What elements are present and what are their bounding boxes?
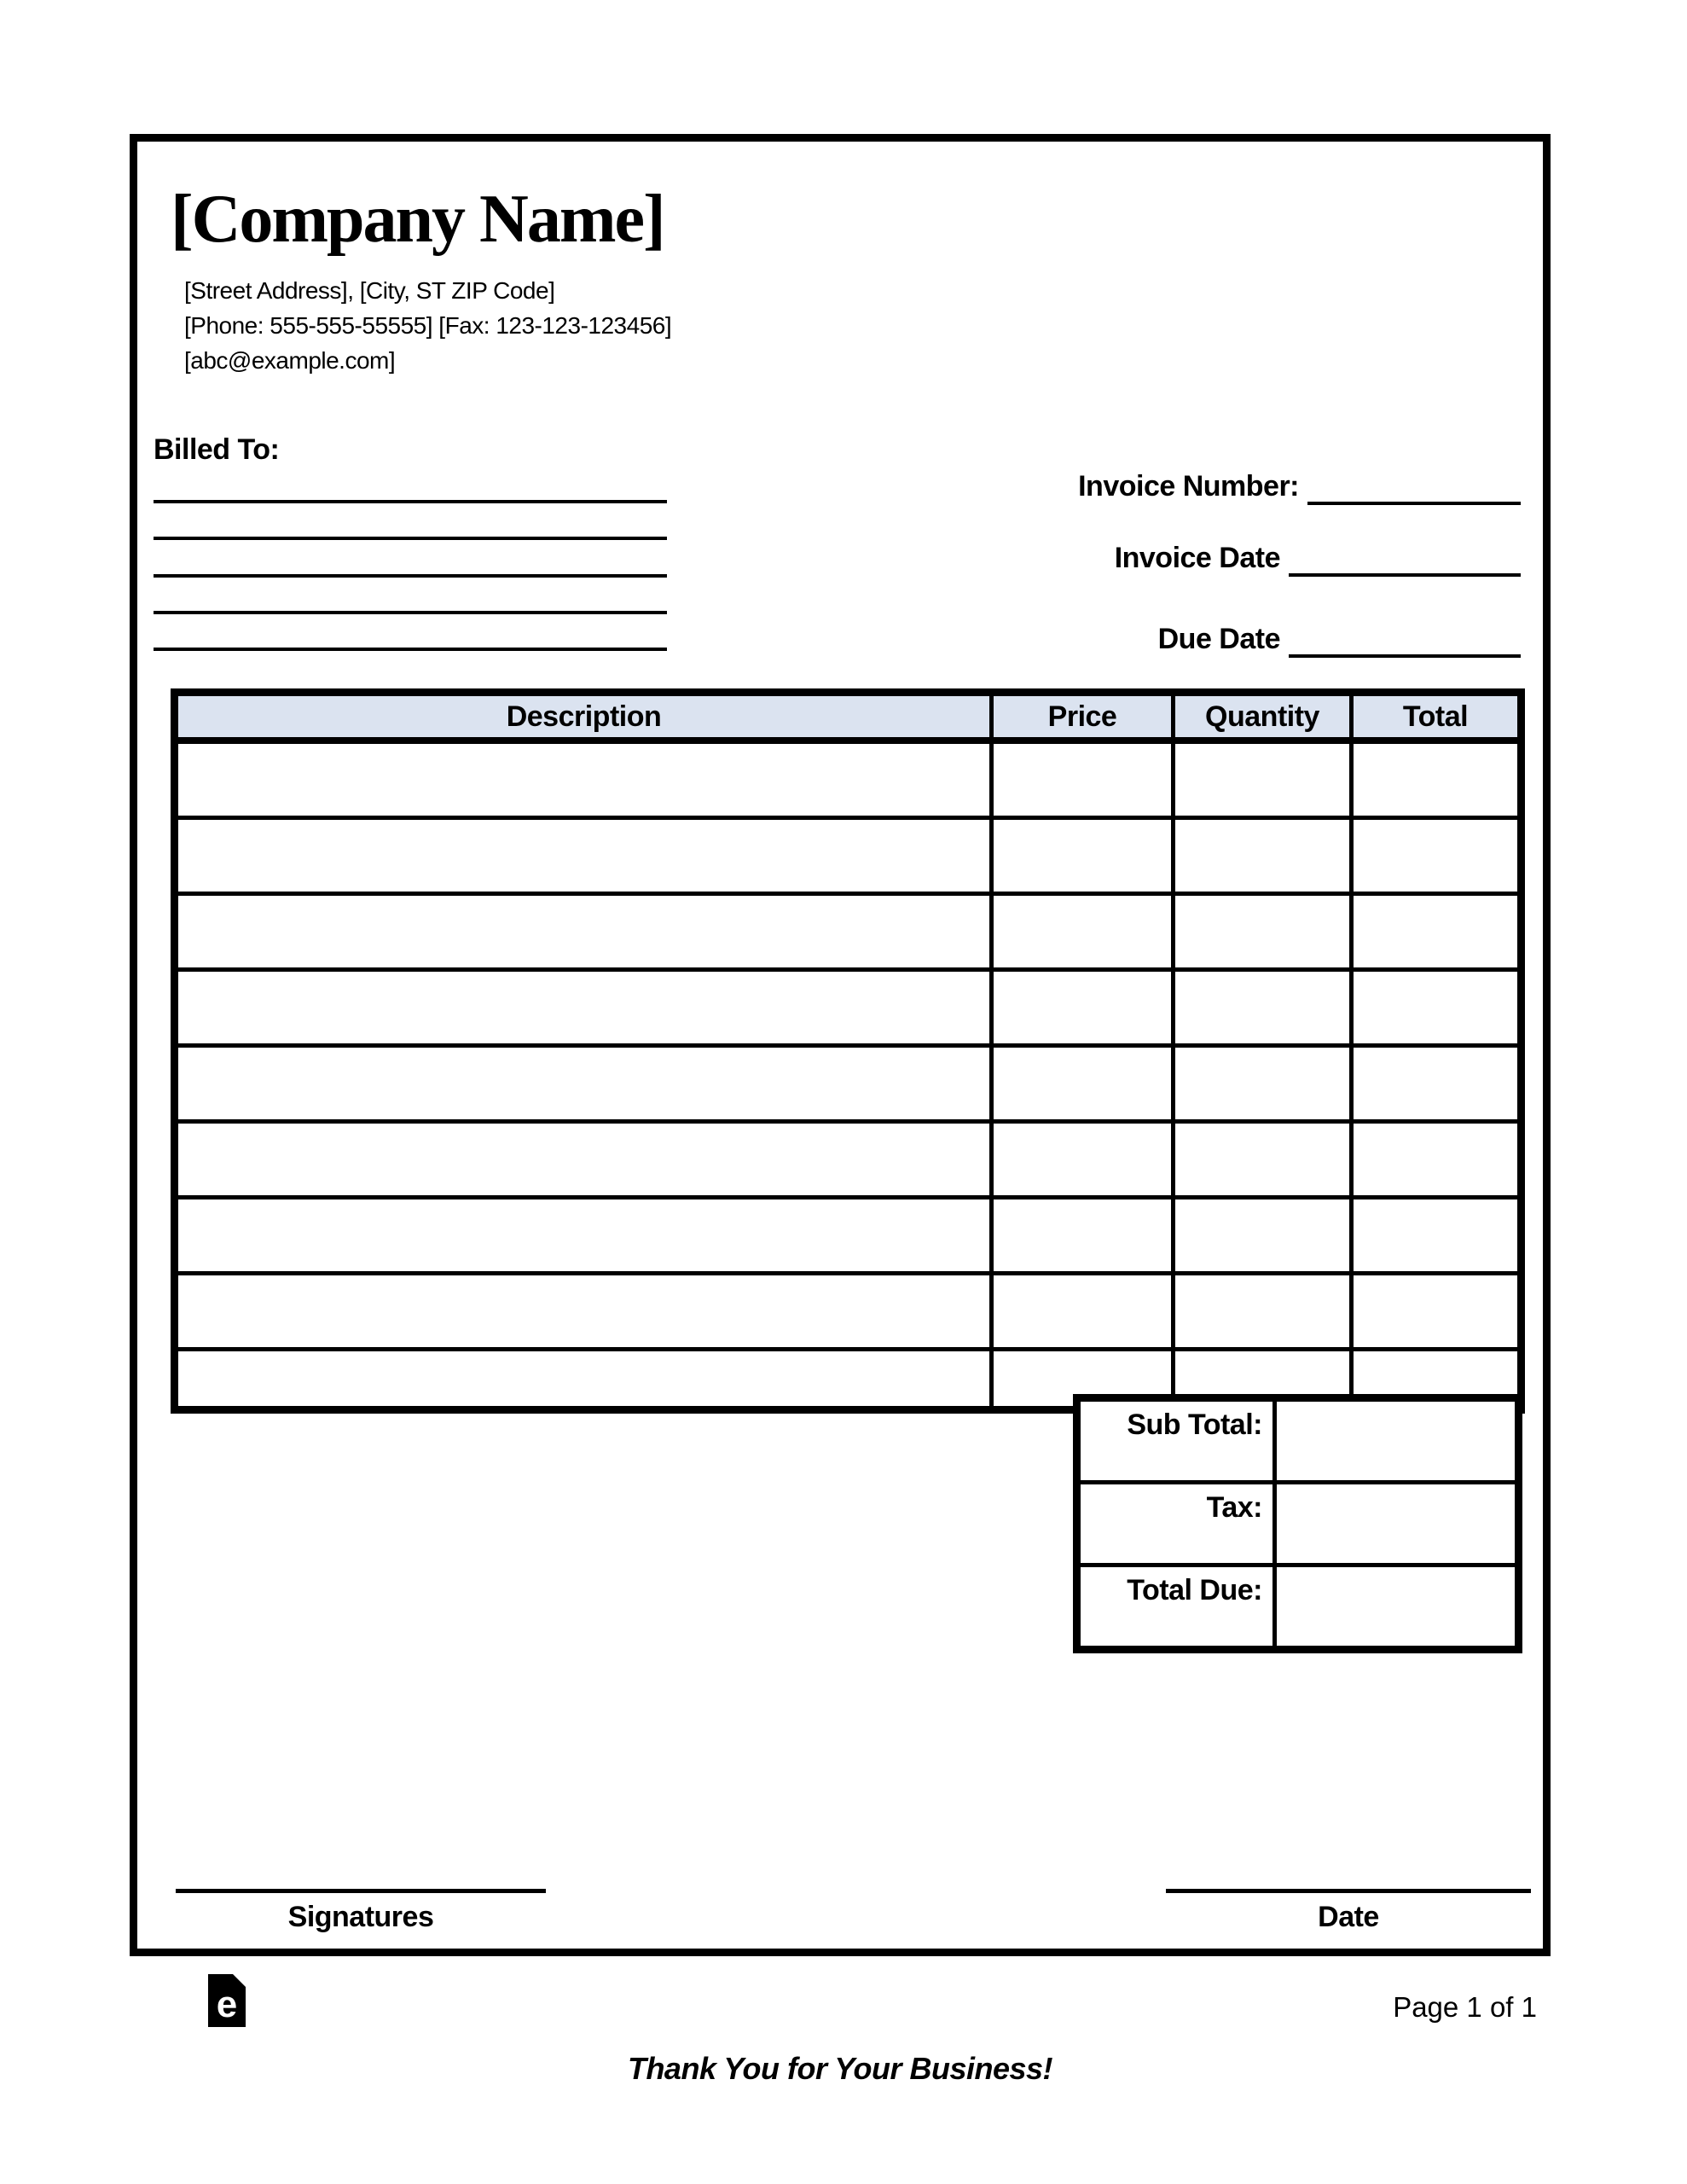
item-cell-price[interactable]: [992, 741, 1174, 818]
total-due-value-cell[interactable]: [1275, 1565, 1519, 1650]
item-cell-description[interactable]: [175, 741, 992, 818]
tax-label: Tax:: [1077, 1483, 1275, 1565]
due-date-line[interactable]: [1289, 619, 1521, 658]
billed-to-label: Billed To:: [154, 433, 280, 466]
invoice-number-row: [1078, 466, 1521, 505]
address-line-street: [Street Address], [City, ST ZIP Code]: [184, 277, 555, 304]
item-cell-total[interactable]: [1352, 1274, 1522, 1350]
total-due-row: [1077, 1565, 1519, 1650]
item-row: [175, 741, 1522, 818]
total-due-label: Total Due:: [1077, 1565, 1275, 1650]
item-cell-description[interactable]: [175, 894, 992, 970]
item-cell-quantity[interactable]: [1174, 1046, 1352, 1122]
page-indicator: Page 1 of 1: [1393, 1991, 1537, 2023]
column-header-total: Total: [1352, 693, 1522, 741]
item-cell-quantity[interactable]: [1174, 1198, 1352, 1274]
item-cell-quantity[interactable]: [1174, 818, 1352, 894]
billed-to-line-3[interactable]: [154, 574, 667, 578]
item-row: [175, 970, 1522, 1046]
logo-letter: e: [216, 1984, 238, 2025]
item-cell-price[interactable]: [992, 1122, 1174, 1198]
item-row: [175, 1046, 1522, 1122]
item-cell-price[interactable]: [992, 818, 1174, 894]
item-row: [175, 894, 1522, 970]
company-address: [184, 273, 952, 378]
signatures-line[interactable]: [176, 1889, 546, 1893]
item-cell-quantity[interactable]: [1174, 1274, 1352, 1350]
column-header-quantity: Quantity: [1174, 693, 1352, 741]
items-table-body: [175, 741, 1522, 1410]
item-cell-total[interactable]: [1352, 894, 1522, 970]
item-cell-description[interactable]: [175, 1274, 992, 1350]
items-table: [171, 688, 1525, 1414]
date-line[interactable]: [1166, 1889, 1531, 1893]
invoice-date-row: [1115, 537, 1521, 577]
billed-to-line-2[interactable]: [154, 537, 667, 540]
item-cell-quantity[interactable]: [1174, 894, 1352, 970]
item-cell-price[interactable]: [992, 970, 1174, 1046]
item-cell-description[interactable]: [175, 1046, 992, 1122]
item-cell-total[interactable]: [1352, 818, 1522, 894]
item-cell-quantity[interactable]: [1174, 1122, 1352, 1198]
item-cell-price[interactable]: [992, 894, 1174, 970]
item-row: [175, 818, 1522, 894]
invoice-number-line[interactable]: [1307, 466, 1521, 505]
billed-to-line-1[interactable]: [154, 500, 667, 503]
item-cell-total[interactable]: [1352, 1122, 1522, 1198]
item-cell-description[interactable]: [175, 1122, 992, 1198]
item-cell-price[interactable]: [992, 1274, 1174, 1350]
item-row: [175, 1198, 1522, 1274]
item-cell-total[interactable]: [1352, 970, 1522, 1046]
column-header-price: Price: [992, 693, 1174, 741]
invoice-number-label: Invoice Number:: [1078, 470, 1299, 502]
address-line-phone-fax: [Phone: 555-555-55555] [Fax: 123-123-123456]: [184, 312, 672, 339]
items-table-header-row: [175, 693, 1522, 741]
due-date-label: Due Date: [1157, 623, 1280, 655]
eforms-logo: [208, 1974, 246, 2027]
tax-value-cell[interactable]: [1275, 1483, 1519, 1565]
item-cell-quantity[interactable]: [1174, 741, 1352, 818]
item-cell-total[interactable]: [1352, 741, 1522, 818]
totals-table: [1073, 1394, 1522, 1653]
invoice-date-label: Invoice Date: [1114, 542, 1280, 574]
item-cell-price[interactable]: [992, 1046, 1174, 1122]
company-name: [Company Name]: [171, 182, 664, 257]
item-cell-description[interactable]: [175, 1198, 992, 1274]
subtotal-label: Sub Total:: [1077, 1398, 1275, 1483]
invoice-date-line[interactable]: [1289, 537, 1521, 577]
item-row: [175, 1274, 1522, 1350]
item-row: [175, 1122, 1522, 1198]
subtotal-value-cell[interactable]: [1275, 1398, 1519, 1483]
item-cell-quantity[interactable]: [1174, 970, 1352, 1046]
due-date-row: [1158, 619, 1521, 658]
thank-you-message: Thank You for Your Business!: [627, 2051, 1053, 2086]
date-label: Date: [1318, 1901, 1379, 1933]
item-cell-description[interactable]: [175, 970, 992, 1046]
item-cell-price[interactable]: [992, 1198, 1174, 1274]
signatures-label: Signatures: [287, 1901, 434, 1933]
item-cell-total[interactable]: [1352, 1046, 1522, 1122]
item-cell-total[interactable]: [1352, 1198, 1522, 1274]
billed-to-line-4[interactable]: [154, 611, 667, 614]
item-cell-description[interactable]: [175, 818, 992, 894]
address-line-email: [abc@example.com]: [184, 347, 396, 374]
billed-to-line-5[interactable]: [154, 648, 667, 651]
tax-row: [1077, 1483, 1519, 1565]
item-cell-description[interactable]: [175, 1350, 992, 1410]
subtotal-row: [1077, 1398, 1519, 1483]
column-header-description: Description: [175, 693, 992, 741]
